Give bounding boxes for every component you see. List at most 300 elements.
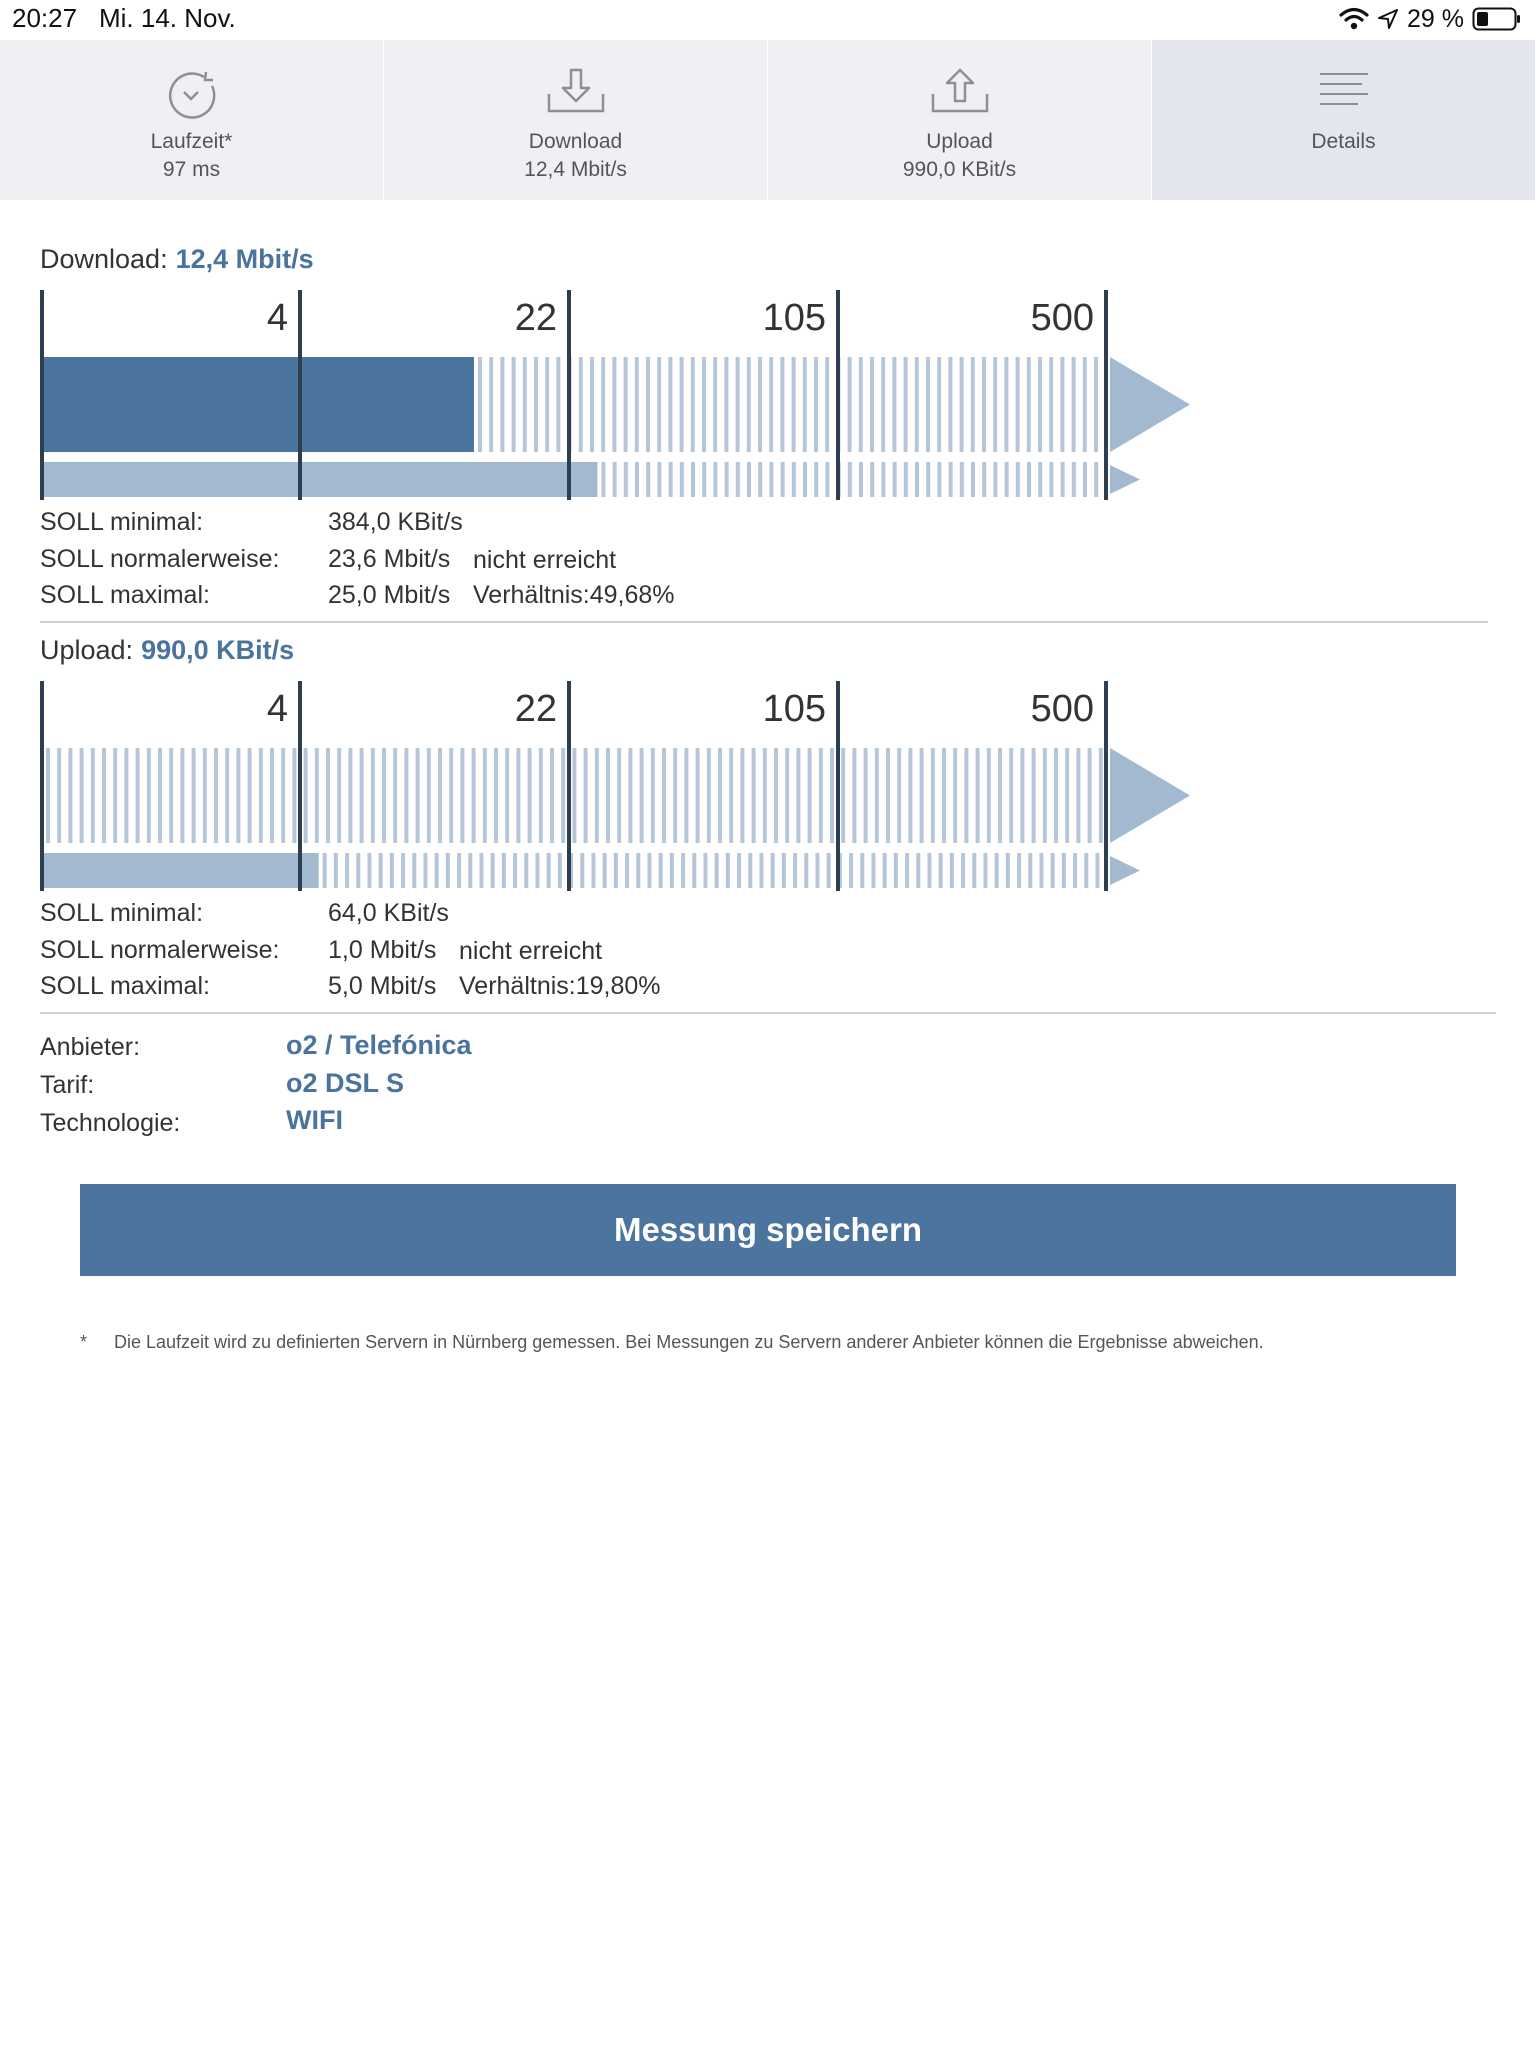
upload-gauge-target-stripe [647, 853, 651, 888]
download-gauge-target-stripe [601, 462, 605, 497]
location-arrow-icon [1377, 8, 1399, 30]
download-gauge-arrow-head [1110, 357, 1190, 452]
download-gauge-stripe [1016, 357, 1020, 452]
upload-gauge-stripe [774, 748, 778, 843]
upload-gauge-stripe [617, 748, 621, 843]
download-gauge-stripe [926, 357, 930, 452]
provider-label: Anbieter: [40, 1033, 141, 1061]
upload-gauge-target-stripe [748, 853, 752, 888]
upload-icon [930, 64, 990, 124]
download-gauge-target-stripe [1005, 462, 1009, 497]
download-gauge-target-stripe [1061, 462, 1065, 497]
upload-gauge-stripe [561, 748, 565, 843]
battery-percent: 29 % [1407, 4, 1464, 33]
upload-gauge-target-stripe [939, 853, 943, 888]
download-gauge-target-stripe [993, 462, 997, 497]
download-gauge-stripe [937, 357, 941, 452]
tab-details[interactable] [1152, 40, 1536, 200]
download-gauge-stripe [534, 357, 538, 452]
upload-gauge-target-stripe [871, 853, 875, 888]
upload-gauge-stripe [830, 748, 834, 843]
download-gauge-target-stripe [792, 462, 796, 497]
upload-gauge-target-stripe [479, 853, 483, 888]
upload-title [40, 635, 294, 666]
download-gauge-target-stripe [825, 462, 829, 497]
upload-gauge-stripe [651, 748, 655, 843]
tab-details-label: Details [1311, 130, 1376, 153]
upload-gauge-target-stripe [905, 853, 909, 888]
download-gauge-target-stripe [1038, 462, 1042, 497]
tab-download[interactable] [384, 40, 768, 200]
upload-gauge-target-stripe [323, 853, 327, 888]
upload-gauge-stripe [1032, 748, 1036, 843]
upload-gauge-target-stripe [827, 853, 831, 888]
download-gauge-target-stripe [613, 462, 617, 497]
upload-gauge-stripe [427, 748, 431, 843]
upload-gauge-stripe [169, 748, 173, 843]
download-gauge-target-stripe [691, 462, 695, 497]
download-gauge-stripe [948, 357, 952, 452]
upload-gauge-stripe [584, 748, 588, 843]
upload-gauge-target-arrow-head [1110, 856, 1140, 885]
download-gauge-stripe [489, 357, 493, 452]
clock-refresh-icon [162, 64, 222, 124]
status-bar [0, 0, 1536, 40]
upload-gauge-stripe [864, 748, 868, 843]
upload-gauge-stripe [483, 748, 487, 843]
upload-gauge-target-stripe [883, 853, 887, 888]
upload-gauge-stripe [516, 748, 520, 843]
upload-gauge-target-stripe [961, 853, 965, 888]
upload-ratio: Verhältnis:19,80% [459, 972, 661, 1000]
download-soll-normal-label: SOLL normalerweise: [40, 545, 280, 573]
upload-gauge-stripe [886, 748, 890, 843]
download-gauge-stripe [915, 357, 919, 452]
download-gauge-target-stripe [669, 462, 673, 497]
upload-gauge-stripe [662, 748, 666, 843]
upload-gauge-target-stripe [692, 853, 696, 888]
tab-laufzeit[interactable] [0, 40, 384, 200]
upload-gauge-target-stripe [659, 853, 663, 888]
divider [40, 621, 1488, 623]
upload-gauge-stripe [494, 748, 498, 843]
download-gauge-measured-bar [42, 357, 474, 452]
provider-value: o2 / Telefónica [286, 1030, 472, 1060]
download-gauge-target-stripe [702, 462, 706, 497]
upload-gauge-stripe [1099, 748, 1103, 843]
upload-gauge-stripe [270, 748, 274, 843]
upload-gauge-target-stripe [995, 853, 999, 888]
download-gauge-stripe [993, 357, 997, 452]
download-gauge-scale-line [836, 290, 840, 500]
download-gauge-stripe [590, 357, 594, 452]
upload-gauge-stripe [707, 748, 711, 843]
download-soll-maximal-label: SOLL maximal: [40, 581, 210, 609]
upload-gauge-stripe [147, 748, 151, 843]
upload-gauge-stripe [740, 748, 744, 843]
download-gauge-scale-line [40, 290, 44, 500]
upload-gauge-scale-line [40, 681, 44, 891]
upload-gauge-stripe [393, 748, 397, 843]
upload-gauge-stripe [460, 748, 464, 843]
download-gauge-target-stripe [713, 462, 717, 497]
download-gauge-target-stripe [680, 462, 684, 497]
download-gauge-stripe [478, 357, 482, 452]
download-gauge-target-stripe [1016, 462, 1020, 497]
download-gauge-stripe [859, 357, 863, 452]
upload-gauge-target-stripe [502, 853, 506, 888]
upload-gauge-stripe [315, 748, 319, 843]
upload-gauge-stripe [438, 748, 442, 843]
download-ratio: Verhältnis:49,68% [473, 581, 675, 609]
upload-gauge-stripe [416, 748, 420, 843]
download-gauge-scale-label: 4 [266, 297, 288, 339]
upload-gauge-target-stripe [334, 853, 338, 888]
upload-gauge-stripe [785, 748, 789, 843]
upload-gauge-target-stripe [401, 853, 405, 888]
upload-gauge-target-stripe [804, 853, 808, 888]
tab-download-label: Download [528, 130, 623, 153]
download-gauge-scale-label: 105 [762, 297, 826, 339]
upload-gauge-target-stripe [681, 853, 685, 888]
upload-soll-minimal-value: 64,0 KBit/s [328, 899, 449, 927]
upload-gauge-stripe [449, 748, 453, 843]
upload-gauge-target-stripe [793, 853, 797, 888]
upload-gauge-stripe [628, 748, 632, 843]
upload-gauge-target-stripe [1073, 853, 1077, 888]
upload-gauge-target-stripe [603, 853, 607, 888]
upload-gauge-stripe [998, 748, 1002, 843]
upload-gauge-target-stripe [1017, 853, 1021, 888]
upload-gauge-stripe [908, 748, 912, 843]
upload-gauge-stripe [1054, 748, 1058, 843]
upload-gauge-stripe [404, 748, 408, 843]
upload-gauge-target-stripe [636, 853, 640, 888]
upload-gauge-stripe [841, 748, 845, 843]
download-gauge-target-stripe [1083, 462, 1087, 497]
upload-gauge-target-stripe [558, 853, 562, 888]
upload-gauge-stripe [236, 748, 240, 843]
upload-gauge-stripe [326, 748, 330, 843]
download-gauge-stripe [646, 357, 650, 452]
download-gauge-stripe [848, 357, 852, 452]
upload-gauge-target-stripe [1039, 853, 1043, 888]
upload-gauge-stripe [964, 748, 968, 843]
upload-soll-maximal-label: SOLL maximal: [40, 972, 210, 1000]
upload-gauge-scale-line [1104, 681, 1108, 891]
download-title [40, 244, 314, 275]
upload-gauge-stripe [987, 748, 991, 843]
upload-gauge-stripe [1088, 748, 1092, 843]
status-date: Mi. 14. Nov. [99, 3, 236, 33]
upload-gauge-stripe [281, 748, 285, 843]
upload-gauge-stripe [225, 748, 229, 843]
upload-gauge-stripe [528, 748, 532, 843]
upload-gauge-stripe [124, 748, 128, 843]
upload-gauge-stripe [68, 748, 72, 843]
download-gauge-stripe [747, 357, 751, 452]
tariff-label: Tarif: [40, 1071, 95, 1099]
download-gauge-target-stripe [736, 462, 740, 497]
upload-gauge-stripe [673, 748, 677, 843]
download-gauge-stripe [1083, 357, 1087, 452]
upload-gauge-target-stripe [703, 853, 707, 888]
upload-gauge-target-stripe [916, 853, 920, 888]
upload-gauge-stripe [1076, 748, 1080, 843]
download-gauge-target-stripe [859, 462, 863, 497]
upload-gauge-stripe [371, 748, 375, 843]
download-gauge-target-stripe [926, 462, 930, 497]
upload-title-label: Upload: [40, 635, 134, 665]
upload-gauge-target-stripe [435, 853, 439, 888]
download-gauge-target-stripe [814, 462, 818, 497]
footnote [80, 1332, 1264, 1353]
upload-gauge-target-stripe [345, 853, 349, 888]
download-gauge-scale-label: 500 [1030, 297, 1094, 339]
footnote-text: Die Laufzeit wird zu definierten Servern in Nürnberg gemessen. Bei Messungen zu Servern anderer Anbieter können die Ergebnisse abweichen. [114, 1332, 1264, 1352]
download-gauge-target-stripe [803, 462, 807, 497]
upload-soll-maximal-value: 5,0 Mbit/s [328, 972, 437, 1000]
download-gauge-target-bar [42, 462, 597, 497]
download-gauge-stripe [982, 357, 986, 452]
download-gauge-target-stripe [769, 462, 773, 497]
upload-gauge-target-stripe [591, 853, 595, 888]
download-gauge-target-stripe [848, 462, 852, 497]
upload-gauge-target-stripe [983, 853, 987, 888]
upload-gauge-stripe [763, 748, 767, 843]
status-time: 20:27 [12, 3, 78, 33]
download-gauge-target-stripe [646, 462, 650, 497]
upload-title-value: 990,0 KBit/s [141, 635, 295, 665]
upload-gauge-scale-label: 105 [762, 688, 826, 730]
download-soll-normal-note: nicht erreicht [473, 546, 617, 574]
download-gauge-stripe [724, 357, 728, 452]
upload-gauge-stripe [897, 748, 901, 843]
download-gauge-target-stripe [949, 462, 953, 497]
download-gauge-stripe [892, 357, 896, 452]
tab-upload[interactable] [768, 40, 1152, 200]
upload-gauge [0, 671, 1220, 893]
download-gauge [0, 280, 1220, 502]
download-gauge-stripe [1049, 357, 1053, 452]
technology-label: Technologie: [40, 1109, 181, 1137]
upload-gauge-stripe [875, 748, 879, 843]
download-gauge-target-stripe [881, 462, 885, 497]
upload-gauge-scale-label: 4 [266, 688, 288, 730]
download-gauge-stripe [512, 357, 516, 452]
upload-gauge-stripe [1009, 748, 1013, 843]
download-gauge-stripe [1072, 357, 1076, 452]
upload-gauge-stripe [595, 748, 599, 843]
upload-gauge-stripe [684, 748, 688, 843]
upload-gauge-stripe [360, 748, 364, 843]
download-gauge-stripe [1004, 357, 1008, 452]
upload-gauge-scale-line [836, 681, 840, 891]
download-gauge-stripe [881, 357, 885, 452]
download-gauge-stripe [769, 357, 773, 452]
divider [40, 1012, 1496, 1014]
upload-gauge-target-stripe [457, 853, 461, 888]
download-gauge-stripe [1027, 357, 1031, 452]
upload-gauge-stripe [796, 748, 800, 843]
download-gauge-stripe [635, 357, 639, 452]
upload-gauge-target-stripe [468, 853, 472, 888]
tab-download-value: 12,4 Mbit/s [524, 158, 627, 181]
wifi-icon [1339, 7, 1369, 31]
upload-gauge-scale-label: 500 [1030, 688, 1094, 730]
technology-value: WIFI [286, 1105, 343, 1135]
upload-gauge-scale-label: 22 [514, 688, 557, 730]
upload-gauge-stripe [158, 748, 162, 843]
tab-bar [0, 40, 1536, 200]
upload-gauge-stripe [472, 748, 476, 843]
download-gauge-stripe [556, 357, 560, 452]
upload-gauge-target-stripe [614, 853, 618, 888]
upload-gauge-target-stripe [815, 853, 819, 888]
upload-gauge-stripe [729, 748, 733, 843]
download-gauge-stripe [612, 357, 616, 452]
upload-gauge-stripe [57, 748, 61, 843]
upload-gauge-stripe [1020, 748, 1024, 843]
upload-gauge-stripe [920, 748, 924, 843]
upload-gauge-arrow-head [1110, 748, 1190, 843]
battery-icon [1472, 7, 1522, 31]
download-gauge-stripe [1094, 357, 1098, 452]
tab-laufzeit-value: 97 ms [162, 158, 221, 181]
download-gauge-stripe [792, 357, 796, 452]
download-gauge-target-stripe [937, 462, 941, 497]
download-gauge-stripe [870, 357, 874, 452]
download-gauge-stripe [814, 357, 818, 452]
download-gauge-target-stripe [1094, 462, 1098, 497]
download-gauge-stripe [702, 357, 706, 452]
upload-gauge-stripe [572, 748, 576, 843]
upload-gauge-scale-line [298, 681, 302, 891]
upload-gauge-target-stripe [1095, 853, 1099, 888]
upload-gauge-target-stripe [390, 853, 394, 888]
download-gauge-stripe [579, 357, 583, 452]
upload-gauge-stripe [214, 748, 218, 843]
upload-gauge-stripe [505, 748, 509, 843]
download-gauge-target-stripe [870, 462, 874, 497]
download-title-label: Download: [40, 244, 168, 274]
download-soll-normal-value: 23,6 Mbit/s [328, 545, 451, 573]
upload-gauge-target-stripe [715, 853, 719, 888]
upload-gauge-target-stripe [927, 853, 931, 888]
download-gauge-stripe [971, 357, 975, 452]
download-gauge-stripe [601, 357, 605, 452]
upload-gauge-target-stripe [580, 853, 584, 888]
download-icon [546, 64, 606, 124]
upload-gauge-target-stripe [524, 853, 528, 888]
upload-gauge-stripe [292, 748, 296, 843]
upload-gauge-stripe [136, 748, 140, 843]
upload-gauge-target-stripe [1006, 853, 1010, 888]
upload-gauge-stripe [203, 748, 207, 843]
download-gauge-stripe [713, 357, 717, 452]
upload-gauge-stripe [80, 748, 84, 843]
download-gauge-scale-line [567, 290, 571, 500]
download-gauge-target-stripe [624, 462, 628, 497]
download-gauge-stripe [780, 357, 784, 452]
upload-gauge-target-stripe [423, 853, 427, 888]
upload-gauge-stripe [382, 748, 386, 843]
download-soll-minimal-label: SOLL minimal: [40, 508, 204, 536]
status-right [1339, 4, 1522, 34]
upload-gauge-target-stripe [972, 853, 976, 888]
download-gauge-stripe [500, 357, 504, 452]
upload-gauge-target-stripe [513, 853, 517, 888]
upload-gauge-target-stripe [1084, 853, 1088, 888]
download-gauge-stripe [904, 357, 908, 452]
upload-gauge-target-stripe [379, 853, 383, 888]
upload-gauge-stripe [337, 748, 341, 843]
download-gauge-stripe [960, 357, 964, 452]
upload-gauge-stripe [113, 748, 117, 843]
upload-gauge-stripe [550, 748, 554, 843]
footnote-marker: * [80, 1332, 88, 1352]
upload-gauge-target-stripe [759, 853, 763, 888]
save-measurement-button[interactable]: Messung speichern [80, 1184, 1456, 1276]
upload-gauge-target-stripe [726, 853, 730, 888]
download-gauge-scale-label: 22 [514, 297, 557, 339]
upload-gauge-target-stripe [737, 853, 741, 888]
download-gauge-scale-line [1104, 290, 1108, 500]
download-gauge-target-stripe [747, 462, 751, 497]
download-gauge-stripe [803, 357, 807, 452]
download-gauge-stripe [825, 357, 829, 452]
download-gauge-stripe [736, 357, 740, 452]
upload-gauge-target-stripe [894, 853, 898, 888]
download-gauge-target-stripe [1072, 462, 1076, 497]
upload-gauge-target-stripe [356, 853, 360, 888]
download-gauge-target-stripe [1049, 462, 1053, 497]
upload-gauge-target-stripe [547, 853, 551, 888]
download-gauge-target-stripe [915, 462, 919, 497]
download-gauge-stripe [545, 357, 549, 452]
upload-gauge-target-stripe [1062, 853, 1066, 888]
upload-gauge-target-stripe [412, 853, 416, 888]
upload-gauge-stripe [348, 748, 352, 843]
upload-gauge-target-stripe [446, 853, 450, 888]
upload-gauge-scale-line [567, 681, 571, 891]
upload-gauge-target-stripe [771, 853, 775, 888]
upload-gauge-stripe [808, 748, 812, 843]
upload-gauge-stripe [852, 748, 856, 843]
download-gauge-stripe [624, 357, 628, 452]
download-gauge-target-stripe [960, 462, 964, 497]
upload-gauge-stripe [304, 748, 308, 843]
upload-gauge-stripe [248, 748, 252, 843]
download-gauge-target-stripe [1027, 462, 1031, 497]
download-gauge-stripe [523, 357, 527, 452]
upload-gauge-stripe [640, 748, 644, 843]
upload-soll-minimal-label: SOLL minimal: [40, 899, 204, 927]
upload-gauge-stripe [942, 748, 946, 843]
upload-gauge-stripe [752, 748, 756, 843]
upload-gauge-stripe [1043, 748, 1047, 843]
download-soll-minimal-value: 384,0 KBit/s [328, 508, 463, 536]
upload-gauge-target-stripe [670, 853, 674, 888]
upload-gauge-stripe [102, 748, 106, 843]
download-gauge-target-arrow-head [1110, 465, 1140, 494]
upload-gauge-stripe [696, 748, 700, 843]
upload-gauge-stripe [259, 748, 263, 843]
download-gauge-target-stripe [725, 462, 729, 497]
upload-gauge-stripe [718, 748, 722, 843]
download-gauge-stripe [1060, 357, 1064, 452]
download-gauge-stripe [657, 357, 661, 452]
